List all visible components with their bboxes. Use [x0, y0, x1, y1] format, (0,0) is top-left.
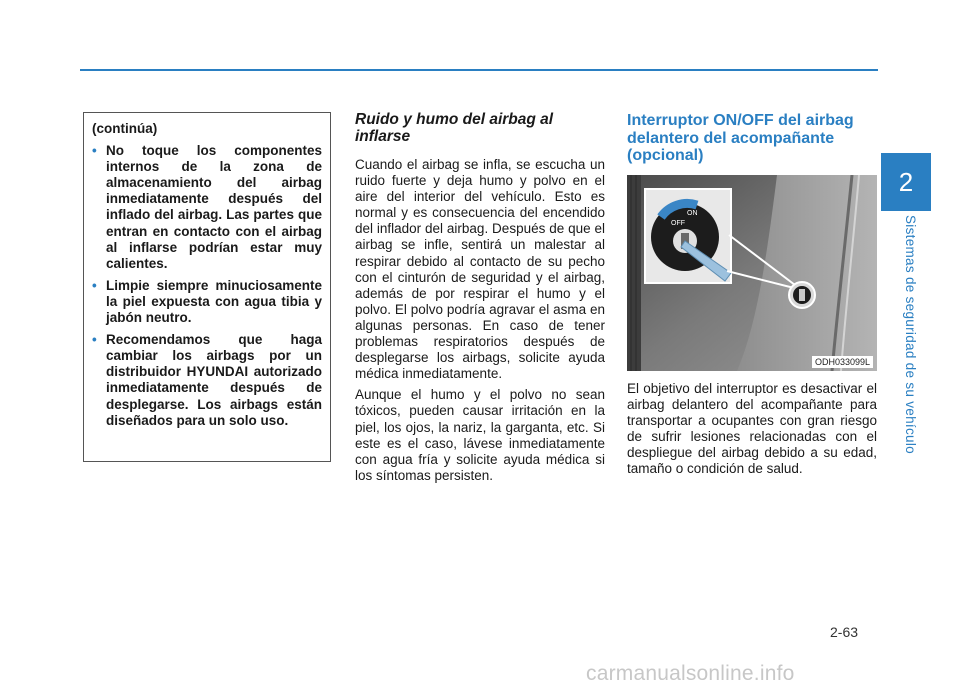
- warning-item-text: Limpie siempre minuciosamente la piel expuesta con agua tibia y jabón neutro.: [106, 277, 322, 326]
- warning-box: [83, 112, 331, 462]
- warning-item-text: Recomendamos que haga cambiar los airbags por un distribuidor HYUNDAI autorizado inmediatamente después de desplegarse. Los airbags están diseñados para un solo uso.: [106, 332, 322, 428]
- section-switch-title: Interruptor ON/OFF del airbag delantero del acompañante (opcional): [627, 112, 854, 164]
- bullet-icon: •: [92, 332, 97, 348]
- warning-item: [92, 278, 322, 326]
- warning-item: [92, 332, 322, 429]
- warning-item-text: No toque los componentes internos de la zona de almacenamiento del airbag inmediatamente después del inflado del airbag. Las partes que entran en contacto con el airbag al inflarse podrían estar muy calientes.: [106, 143, 322, 271]
- header-rule: [80, 69, 878, 71]
- warning-item: [92, 143, 322, 272]
- section-noise-paragraph: Aunque el humo y el polvo no sean tóxicos, pueden causar irritación en la piel, los ojos, la nariz, la garganta, etc. Si este es el caso, lávese inmediatamente con agua fría y solicite ayuda médica si los síntomas persisten.: [355, 387, 605, 483]
- airbag-switch-figure: [627, 175, 877, 371]
- chapter-title: Sistemas de seguridad de su vehículo: [903, 215, 918, 454]
- page-number: 2-63: [830, 624, 859, 640]
- airbag-switch-illustration: [627, 175, 877, 371]
- warning-list: [92, 143, 322, 429]
- bullet-icon: •: [92, 277, 97, 293]
- svg-text:OFF: OFF: [671, 220, 685, 227]
- svg-text:ON: ON: [687, 210, 698, 217]
- figure-code: ODH033099L: [812, 356, 873, 368]
- warning-continued: (continúa): [92, 121, 158, 136]
- section-switch-paragraph: El objetivo del interruptor es desactivar el airbag delantero del acompañante para transportar a ocupantes con gran riesgo de sufrir lesiones relacionadas con el despliegue del airbag debido a su edad, tamaño o condición de salud.: [627, 381, 877, 477]
- bullet-icon: •: [92, 143, 97, 159]
- watermark[interactable]: carmanualsonline.info: [586, 662, 795, 685]
- section-noise: [355, 111, 605, 489]
- chapter-number-tab: 2: [881, 153, 931, 211]
- section-noise-title: Ruido y humo del airbag al inflarse: [355, 111, 554, 145]
- section-switch: [627, 112, 877, 165]
- section-noise-paragraph: Cuando el airbag se infla, se escucha un ruido fuerte y deja humo y polvo en el aire del interior del vehículo. Esto es normal y es consecuencia del encendido del inflador del airbag. Después de que el airbag se infle, sentirá un malestar al respirar debido al contacto de su pecho con el cinturón de seguridad y el airbag, además de por respirar el humo y el polvo. El polvo podría agravar el asma en algunas personas. En caso de tener problemas respiratorios después de desplegarse los airbags, solicite ayuda médica inmediatamente.: [355, 157, 605, 382]
